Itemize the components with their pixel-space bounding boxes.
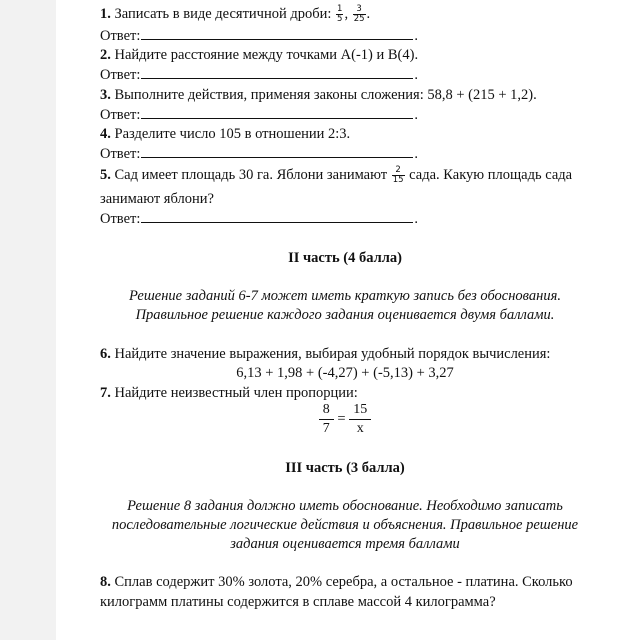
answer-line-1: Ответ: . — [100, 28, 418, 44]
part-2-note-1: Решение заданий 6-7 может иметь краткую запись без обоснования. — [129, 288, 561, 304]
answer-label: Ответ: — [100, 28, 141, 44]
question-8: 8. Сплав содержит 30% золота, 20% серебра, а остальное - платина. Сколько — [100, 574, 573, 590]
fraction-8-7: $\frac{8}{7}$ — [319, 401, 334, 438]
question-8-continued: килограмм платины содержится в сплаве массой 4 килограмма? — [100, 594, 496, 610]
question-2-text: Найдите расстояние между точками А(-1) и В(4). — [114, 47, 419, 63]
fraction-1-5: $\frac{1}{5}$ — [337, 4, 343, 25]
question-6-text: Найдите значение выражения, выбирая удобный порядок вычисления: — [114, 346, 551, 362]
answer-line-2: Ответ: . — [100, 67, 418, 83]
part-3-title: III часть (3 балла) — [285, 460, 405, 476]
answer-blank[interactable] — [141, 26, 413, 40]
question-7-text: Найдите неизвестный член пропорции: — [114, 385, 358, 401]
answer-blank[interactable] — [141, 65, 413, 79]
answer-blank[interactable] — [141, 105, 413, 119]
answer-label: Ответ: — [100, 146, 141, 162]
fraction-15-x: $\frac{15}{x}$ — [349, 401, 371, 438]
part-3-note-1: Решение 8 задания должно иметь обоснование. Необходимо записать — [127, 498, 563, 514]
document-page — [56, 0, 640, 640]
answer-line-4: Ответ: . — [100, 146, 418, 162]
question-6: 6. Найдите значение выражения, выбирая удобный порядок вычисления: — [100, 346, 551, 362]
question-7: 7. Найдите неизвестный член пропорции: — [100, 385, 358, 401]
part-2-note-2: Правильное решение каждого задания оценивается двумя баллами. — [135, 307, 555, 323]
fraction-2-15: $\frac{2}{15}$ — [392, 165, 404, 186]
question-4-text: Разделите число 105 в отношении 2:3. — [114, 126, 351, 142]
question-3: 3. Выполните действия, применяя законы сложения: 58,8 + (215 + 1,2). — [100, 87, 537, 103]
part-3-note-2: последовательные логические действия и объяснения. Правильное решение — [111, 517, 579, 533]
answer-label: Ответ: — [100, 211, 141, 227]
question-5-continued: занимают яблони? — [100, 191, 214, 207]
answer-line-3: Ответ: . — [100, 107, 418, 123]
part-3-note-3: задания оценивается тремя баллами — [230, 536, 460, 552]
question-5: 5. Сад имеет площадь 30 га. Яблони занимают $\frac{2}{15}$ сада. Какую площадь сада — [100, 165, 573, 186]
answer-label: Ответ: — [100, 67, 141, 83]
question-4: 4. Разделите число 105 в отношении 2:3. — [100, 126, 351, 142]
answer-label: Ответ: — [100, 107, 141, 123]
question-1-number: 1. — [100, 6, 111, 22]
answer-blank[interactable] — [141, 144, 413, 158]
answer-blank[interactable] — [141, 209, 413, 223]
question-3-text: Выполните действия, применяя законы сложения: 58,8 + (215 + 1,2). — [114, 87, 537, 103]
answer-line-5: Ответ: . — [100, 211, 418, 227]
question-2: 2. Найдите расстояние между точками А(-1) и В(4). — [100, 47, 419, 63]
part-2-title: II часть (4 балла) — [288, 250, 402, 266]
question-1: 1. Записать в виде десятичной дроби: $\frac{1}{5}$ , $\frac{3}{25}$ . — [100, 4, 371, 25]
proportion: $\frac{8}{7}$ = $\frac{15}{x}$ — [100, 401, 590, 438]
fraction-3-25: $\frac{3}{25}$ — [353, 4, 365, 25]
question-1-text: Записать в виде десятичной дроби: — [114, 6, 332, 22]
question-6-expression: 6,13 + 1,98 + (-4,27) + (-5,13) + 3,27 — [236, 365, 454, 381]
